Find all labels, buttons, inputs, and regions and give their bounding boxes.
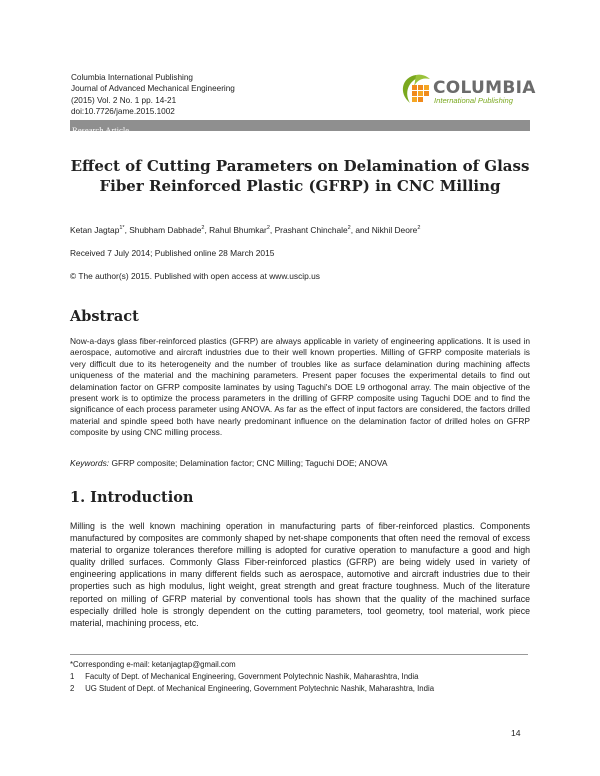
logo-subtitle: International Publishing <box>434 96 513 105</box>
keywords <box>70 458 387 468</box>
page-number: 14 <box>511 728 521 738</box>
doi: doi:10.7726/jame.2015.1002 <box>71 106 175 116</box>
abstract-heading: Abstract <box>70 308 139 325</box>
author-name: Prashant Chinchale <box>274 225 348 235</box>
abstract-text: Now-a-days glass fiber-reinforced plastics (GFRP) are always applicable in variety of engineering applications. It is used in aerospace, automotive and aircraft industries due to their well known properties. Milling of GFRP composite materials is very difficult due to its heterogeneity and the number of troubles like as surface delamination during machining affects uniqueness of the material and the machining parameters. Present paper focuses the experimental details to find out delamination factor on GFRP composite laminates by using Taguchi's DOE L9 orthogonal array. The main objective of the present work is to optimize the process parameters in the drilling of GFRP composite using Taguchi DOE and to find the significance of each process parameter using ANOVA. As far as the effect of input factors are considered, the factors drilled material and spindle speed both have nearly predominant influence on the delamination factor of drilled holes on GFRP composite by using CNC milling process. <box>70 336 530 438</box>
footnote-email: *Corresponding e-mail: ketanjagtap@gmail.com <box>70 660 236 669</box>
keywords-list: GFRP composite; Delamination factor; CNC Milling; Taguchi DOE; ANOVA <box>111 458 388 468</box>
article-type-bar <box>70 120 530 135</box>
author-mark: 2 <box>201 225 205 232</box>
paper-title: Effect of Cutting Parameters on Delamination of Glass Fiber Reinforced Plastic (GFRP) in CNC Milling <box>70 157 530 195</box>
journal-name: Journal of Advanced Mechanical Engineering <box>71 84 235 94</box>
author-name: Rahul Bhumkar <box>209 225 267 235</box>
author-mark: 2 <box>266 225 270 232</box>
introduction-heading: 1. Introduction <box>70 489 194 506</box>
copyright-notice: © The author(s) 2015. Published with open access at www.uscip.us <box>70 271 320 281</box>
author-mark: 2 <box>347 225 351 232</box>
author-mark: 1* <box>119 225 125 232</box>
received-date: Received 7 July 2014; Published online 28 March 2015 <box>70 248 275 258</box>
logo-wordmark: COLUMBIA <box>433 78 536 98</box>
article-type-label: Research Article <box>72 125 130 135</box>
footnote-affiliation-1: 1 Faculty of Dept. of Mechanical Engineering, Government Polytechnic Nashik, Maharashtra, India <box>70 672 419 681</box>
volume-info: (2015) Vol. 2 No. 1 pp. 14-21 <box>71 95 177 105</box>
author-name: Nikhil Deore <box>371 225 418 235</box>
publisher-name: Columbia International Publishing <box>71 73 193 82</box>
footnote-affiliation-2: 2 UG Student of Dept. of Mechanical Engineering, Government Polytechnic Nashik, Maharashtra, India <box>70 684 435 693</box>
journal-header <box>71 72 235 117</box>
keywords-label: Keywords: <box>70 458 110 468</box>
introduction-text: Milling is the well known machining operation in manufacturing parts of fiber-reinforced plastics. Components manufactured by composites are commonly shaped by net-shape components that often need the removal of excess material to organize tolerances therefore milling is adopted for curative operation to manufacture a good and high quality drilled surfaces. Commonly Glass Fiber-reinforced plastics (GFRP) are being widely used in variety of engineering applications in many different fields such as aerospace, automotive and aircraft industries due to their properties such as high modulus, light weight, great strength and great fracture toughness. Much of the literature reported on milling of GFRP material by conventional tools has shown that the quality of the machined surface especially drilled hole is strongly dependent on the cutting parameters, tool geometry, tool material, work piece material, machining process, etc. <box>70 521 530 628</box>
author-mark: 2 <box>417 225 421 232</box>
author-list: Ketan Jagtap$^{1*}$, Shubham Dabhade$^2$, Rahul Bhumkar$^2$, Prashant Chinchale$^2$, and Nikhil Deore$^2$ <box>70 225 421 235</box>
author-name: Shubham Dabhade <box>129 225 202 235</box>
author-name: Ketan Jagtap <box>70 225 120 235</box>
footnote-divider <box>70 654 528 655</box>
